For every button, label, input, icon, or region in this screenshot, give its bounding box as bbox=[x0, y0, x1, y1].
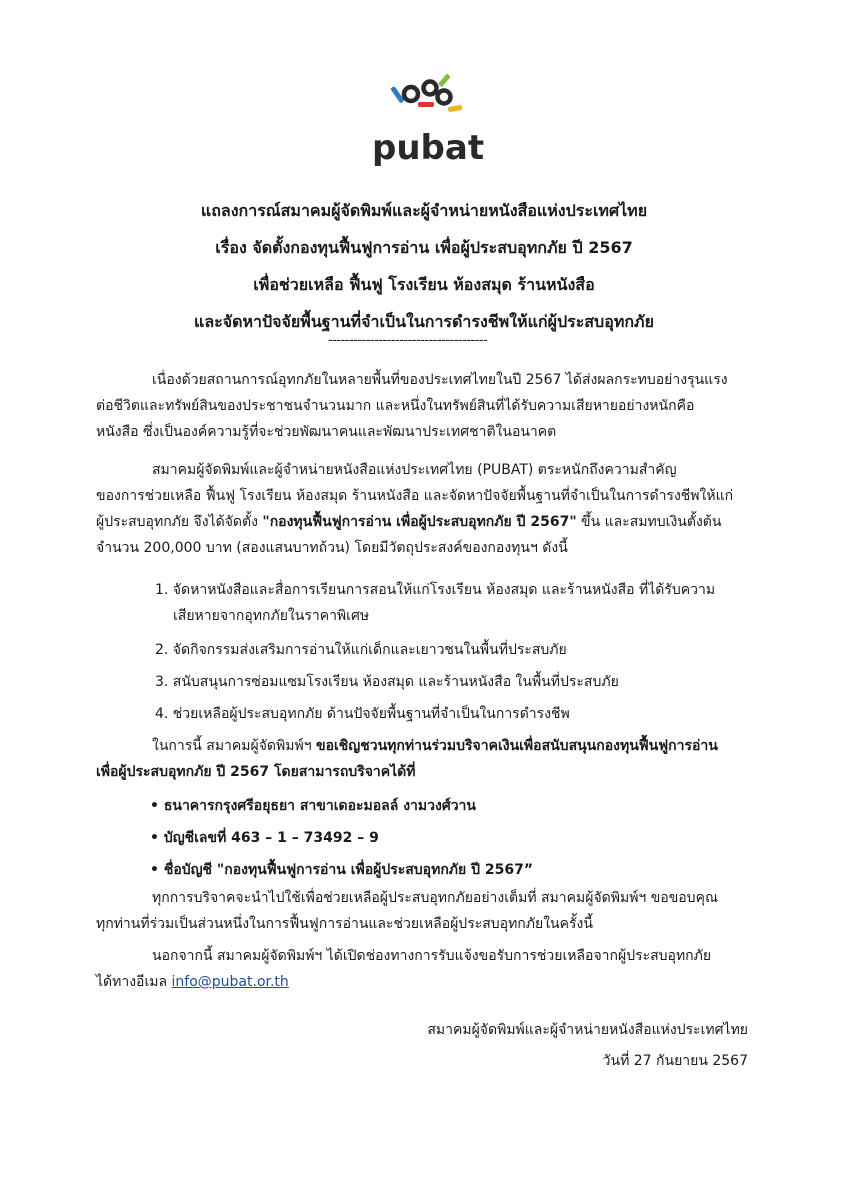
text-line: หนังสือ ซึ่งเป็นองค์ความรู้ที่จะช่วยพัฒนาคนและพัฒนาประเทศชาติในอนาคต bbox=[96, 424, 557, 440]
text-line: สมาคมผู้จัดพิมพ์และผู้จำหน่ายหนังสือแห่งประเทศไทย (PUBAT) ตระหนักถึงความสำคัญ bbox=[152, 462, 677, 478]
text-line: เนื่องด้วยสถานการณ์อุทกภัยในหลายพื้นที่ของประเทศไทยในปี 2567 ได้ส่งผลกระทบอย่างรุนแรง bbox=[152, 372, 728, 388]
text-line: จำนวน 200,000 บาท (สองแสนบาทถ้วน) โดยมีวัตถุประสงค์ของกองทุนฯ ดังนี้ bbox=[96, 540, 568, 556]
text-line: 1. จัดหาหนังสือและสื่อการเรียนการสอนให้แก่โรงเรียน ห้องสมุด และร้านหนังสือ ที่ได้รับความ bbox=[155, 582, 716, 598]
text-span: ได้ทางอีเมล bbox=[96, 974, 172, 990]
bank-name: • ธนาคารกรุงศรีอยุธยา สาขาเดอะมอลล์ งามวงศ์วาน bbox=[150, 798, 476, 814]
header-line-3: เพื่อช่วยเหลือ ฟื้นฟู โรงเรียน ห้องสมุด ร้านหนังสือ bbox=[253, 275, 595, 294]
header-subject: เรื่อง จัดตั้งกองทุนฟื้นฟูการอ่าน เพื่อผู้ประสบอุทกภัย ปี 2567 bbox=[215, 238, 633, 257]
paragraph-thanks bbox=[96, 885, 756, 937]
header-line-4: และจัดหาปัจจัยพื้นฐานที่จำเป็นในการดำรงชีพให้แก่ผู้ประสบอุทกภัย bbox=[194, 312, 654, 331]
list-item bbox=[155, 577, 755, 629]
text-span: ในการนี้ สมาคมผู้จัดพิมพ์ฯ bbox=[152, 738, 317, 754]
text-line: ทุกการบริจาคจะนำไปใช้เพื่อช่วยเหลือผู้ประสบอุทกภัยอย่างเต็มที่ สมาคมผู้จัดพิมพ์ฯ ขอขอบคุณ bbox=[152, 890, 718, 906]
text-line: ต่อชีวิตและทรัพย์สินของประชาชนจำนวนมาก และหนึ่งในทรัพย์สินที่ได้รับความเสียหายอย่างหนักคือ bbox=[96, 398, 695, 414]
paragraph-intro bbox=[96, 367, 756, 445]
header-divider: -------------------------------------- bbox=[328, 333, 488, 348]
text-line: นอกจากนี้ สมาคมผู้จัดพิมพ์ฯ ได้เปิดช่องทางการรับแจ้งขอรับการช่วยเหลือจากผู้ประสบอุทกภัย bbox=[152, 948, 712, 964]
text-line bbox=[96, 509, 756, 535]
account-number: • บัญชีเลขที่ 463 – 1 – 73492 – 9 bbox=[150, 830, 379, 846]
account-name: • ชื่อบัญชี "กองทุนฟื้นฟูการอ่าน เพื่อผู้ประสบอุทกภัย ปี 2567” bbox=[150, 862, 534, 878]
signature-org: สมาคมผู้จัดพิมพ์และผู้จำหน่ายหนังสือแห่งประเทศไทย bbox=[427, 1022, 748, 1038]
fund-name: "กองทุนฟื้นฟูการอ่าน เพื่อผู้ประสบอุทกภัย ปี 2567" bbox=[262, 514, 577, 530]
text-span: ผู้ประสบอุทกภัย จึงได้จัดตั้ง bbox=[96, 514, 263, 530]
text-line: เพื่อผู้ประสบอุทกภัย ปี 2567 โดยสามารถบริจาคได้ที่ bbox=[96, 764, 416, 780]
text-span: ขอเชิญชวนทุกท่านร่วมบริจาคเงินเพื่อสนับสนุนกองทุนฟื้นฟูการอ่าน bbox=[316, 738, 718, 754]
list-item: 2. จัดกิจกรรมส่งเสริมการอ่านให้แก่เด็กและเยาวชนในพื้นที่ประสบภัย bbox=[155, 642, 567, 658]
text-line bbox=[96, 969, 756, 995]
list-item: 4. ช่วยเหลือผู้ประสบอุทกภัย ด้านปัจจัยพื้นฐานที่จำเป็นในการดำรงชีพ bbox=[155, 706, 570, 722]
paragraph-invitation bbox=[96, 733, 756, 785]
text-line: ของการช่วยเหลือ ฟื้นฟู โรงเรียน ห้องสมุด ร้านหนังสือ และจัดหาปัจจัยพื้นฐานที่จำเป็นในการดำรงชีพให้แก่ bbox=[96, 488, 734, 504]
paragraph-fund bbox=[96, 457, 756, 561]
pubat-wordmark: pubat bbox=[372, 128, 485, 168]
text-line bbox=[96, 733, 756, 759]
signature-date: วันที่ 27 กันยายน 2567 bbox=[602, 1053, 748, 1069]
text-line: เสียหายจากอุทกภัยในราคาพิเศษ bbox=[173, 608, 370, 624]
paragraph-contact bbox=[96, 943, 756, 995]
announcement-header bbox=[60, 192, 788, 340]
list-item: 3. สนับสนุนการซ่อมแซมโรงเรียน ห้องสมุด และร้านหนังสือ ในพื้นที่ประสบภัย bbox=[155, 674, 619, 690]
header-title: แถลงการณ์สมาคมผู้จัดพิมพ์และผู้จำหน่ายหนังสือแห่งประเทศไทย bbox=[200, 201, 648, 220]
text-span: ขึ้น และสมทบเงินตั้งต้น bbox=[576, 514, 722, 530]
email-link[interactable]: info@pubat.or.th bbox=[171, 974, 289, 990]
text-line: ทุกท่านที่ร่วมเป็นส่วนหนึ่งในการฟื้นฟูการอ่านและช่วยเหลือผู้ประสบอุทกภัยในครั้งนี้ bbox=[96, 916, 593, 932]
